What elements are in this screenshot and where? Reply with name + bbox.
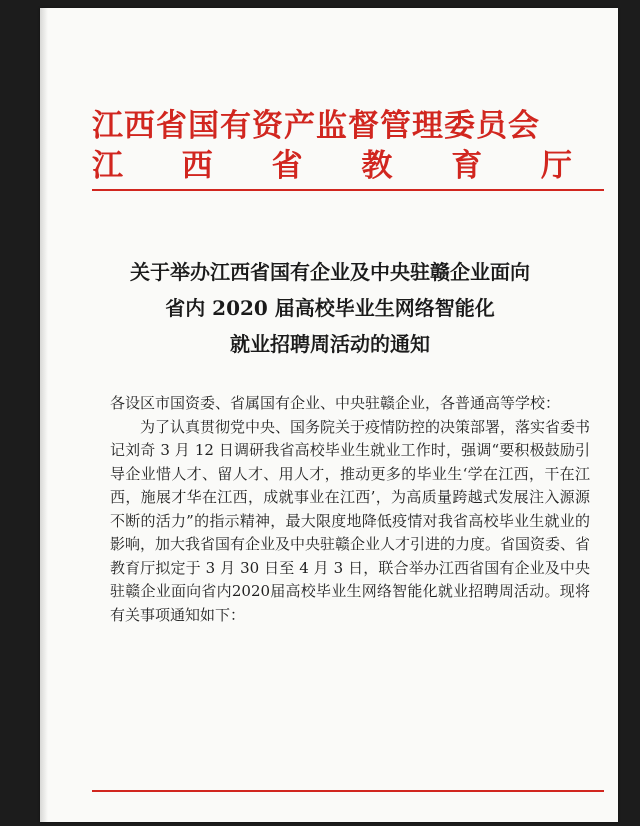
paper-edge-shadow bbox=[40, 8, 48, 822]
salutation: 各设区市国资委、省属国有企业、中央驻赣企业，各普通高等学校： bbox=[110, 394, 561, 412]
issuer-line-education-department: 江西省教育厅 bbox=[92, 148, 572, 184]
issuer-line-sasac: 江西省国有资产监督管理委员会 bbox=[92, 108, 540, 144]
body-paragraph-1: 为了认真贯彻党中央、国务院关于疫情防控的决策部署，落实省委书记刘奇 3 月 12 日调研我省高校毕业生就业工作时，强调“要积极鼓励引导企业惜人才、留人才、用人才，推动更多的毕业生‘学在江西，干在江西，施展才华在江西，成就事业在江西’，为高质量跨越式发展注入源源不断的活力”的指示精神，最大限度地降低疫情对我省高校毕业生就业的影响，加大我省国有企业及中央驻赣企业人才引进的力度。省国资委、省教育厅拟定于 3 月 30 日至 4 月 3 日，联合举办江西省国有企业及中央驻赣企业面向省内2020届高校毕业生网络智能化就业招聘周活动。现将有关事项通知如下： bbox=[110, 417, 591, 624]
red-footer-rule bbox=[92, 790, 604, 792]
notice-title-line-1: 关于举办江西省国有企业及中央驻赣企业面向 bbox=[130, 260, 530, 284]
red-header-rule bbox=[92, 189, 604, 191]
notice-body bbox=[110, 392, 590, 627]
document-page bbox=[40, 8, 618, 822]
notice-title-line-3: 就业招聘周活动的通知 bbox=[230, 332, 430, 356]
notice-title-line-2: 省内 2020 届高校毕业生网络智能化 bbox=[165, 296, 495, 320]
